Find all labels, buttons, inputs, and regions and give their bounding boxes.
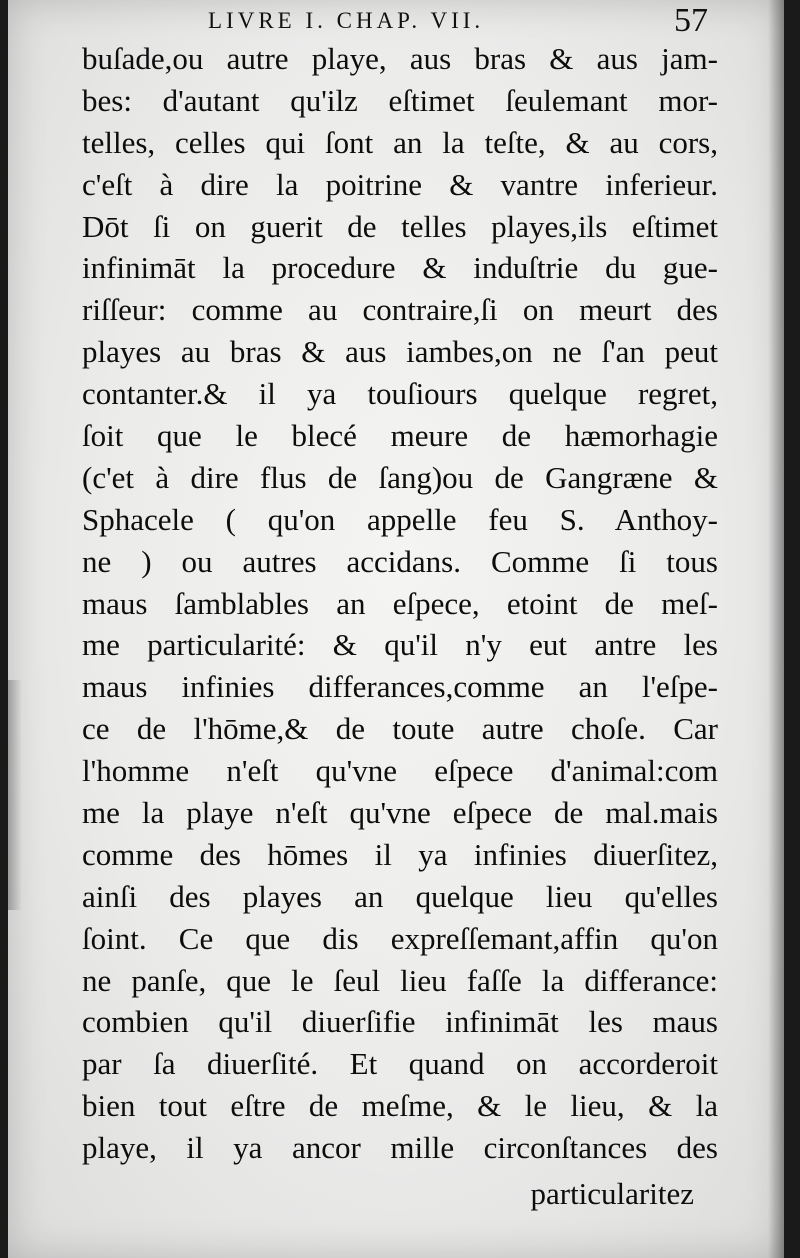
text-line: me la playe n'eſt qu'vne eſpece de mal.mais <box>82 795 718 831</box>
catchword: particularitez <box>530 1176 694 1211</box>
text-line: ainſi des playes an quelque lieu qu'elles <box>82 878 718 914</box>
text-line: infinimāt la procedure & induſtrie du gue- <box>82 250 718 286</box>
page-left-edge-damage <box>8 680 22 910</box>
text-line: playes au bras & aus iambes,on ne ſ'an peut <box>82 334 718 370</box>
text-line: Dōt ſi on guerit de telles playes,ils eſtimet <box>82 208 718 244</box>
text-line: combien qu'il diuerſifie infinimāt les maus <box>82 1004 718 1040</box>
text-line: comme des hōmes il ya infinies diuerſitez, <box>82 836 718 872</box>
text-line: c'eſt à dire la poitrine & vantre inferieur. <box>82 166 718 202</box>
text-line: bien tout eſtre de meſme, & le lieu, & la <box>82 1088 718 1124</box>
text-line: (c'et à dire flus de ſang)ou de Gangræne & <box>82 459 718 495</box>
body-text <box>82 38 718 1169</box>
text-line: maus infinies differances,comme an l'eſpe- <box>82 669 718 705</box>
text-line: telles, celles qui ſont an la teſte, & au cors, <box>82 124 718 160</box>
text-line: buſade,ou autre playe, aus bras & aus jam- <box>82 41 718 76</box>
text-line: par ſa diuerſité. Et quand on accorderoit <box>82 1046 718 1082</box>
page-edge-shadow <box>768 0 784 1258</box>
text-line: ſoit que le blecé meure de hæmorhagie <box>82 418 718 454</box>
text-line: playe, il ya ancor mille circonſtances des <box>82 1130 718 1166</box>
text-line: bes: d'autant qu'ilz eſtimet ſeulemant mor- <box>82 82 718 118</box>
text-line: riſſeur: comme au contraire,ſi on meurt des <box>82 292 718 328</box>
book-page <box>8 0 784 1258</box>
text-line: Sphacele ( qu'on appelle feu S. Anthoy- <box>82 501 718 537</box>
text-line: maus ſamblables an eſpece, etoint de meſ- <box>82 585 718 621</box>
text-line: ne panſe, que le ſeul lieu faſſe la differance: <box>82 962 718 998</box>
text-line: ne ) ou autres accidans. Comme ſi tous <box>82 543 718 579</box>
page-number: 57 <box>674 2 708 39</box>
text-line: ce de l'hōme,& de toute autre choſe. Car <box>82 711 718 747</box>
text-line: me particularité: & qu'il n'y eut antre les <box>82 627 718 663</box>
running-head: LIVRE I. CHAP. VII. <box>208 8 485 33</box>
text-line: contanter.& il ya touſiours quelque regret, <box>82 376 718 412</box>
text-line: ſoint. Ce que dis expreſſemant,affin qu'on <box>82 920 718 956</box>
page-header <box>208 2 708 42</box>
text-line: l'homme n'eſt qu'vne eſpece d'animal:com <box>82 753 718 789</box>
